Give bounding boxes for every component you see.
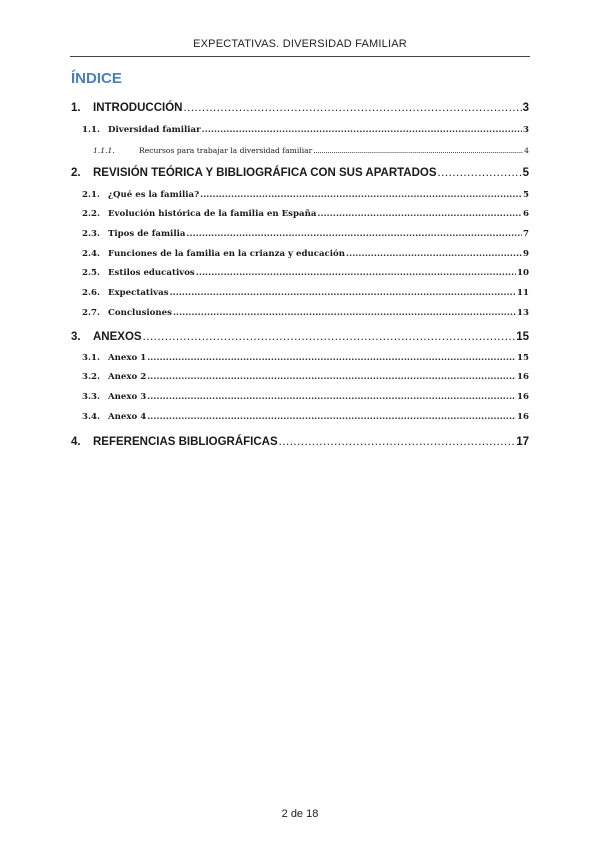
toc-entry-tipos-de-familia[interactable] (71, 229, 529, 239)
toc-entry-number: 1.1.1. (93, 146, 115, 155)
toc-entry-number: 2. (71, 167, 81, 179)
toc-entry-introduccion[interactable] (71, 102, 529, 114)
toc-entry-number: 2.3. (82, 229, 100, 239)
toc-entry-estilos-educativos[interactable] (71, 268, 529, 278)
toc-entry-recursos[interactable] (71, 146, 529, 155)
dot-leader (183, 102, 521, 114)
toc-entry-title: Tipos de familia (108, 229, 186, 239)
dot-leader (196, 268, 516, 278)
toc-entry-que-es-la-familia[interactable] (71, 190, 529, 200)
toc-entry-page: 15 (517, 353, 529, 363)
toc-entry-page: 13 (517, 308, 529, 318)
toc-entry-page: 5 (523, 190, 529, 200)
toc-entry-title: Funciones de la familia en la crianza y educación (108, 249, 346, 259)
dot-leader (147, 372, 516, 382)
toc-entry-title: Anexo 3 (108, 392, 147, 402)
toc-entry-page: 6 (523, 209, 529, 219)
dot-leader (147, 353, 516, 363)
toc-entry-anexo-1[interactable] (71, 353, 529, 363)
toc-entry-funciones-de-la-familia[interactable] (71, 249, 529, 259)
toc-entry-number: 3.3. (82, 392, 100, 402)
toc-entry-page: 4 (524, 146, 529, 155)
toc-entry-page: 10 (517, 268, 529, 278)
toc-entry-page: 3 (523, 125, 529, 135)
toc-entry-title: INTRODUCCIÓN (93, 102, 183, 114)
toc-entry-anexo-2[interactable] (71, 372, 529, 382)
toc-entry-number: 4. (71, 436, 81, 448)
running-header: EXPECTATIVAS. DIVERSIDAD FAMILIAR (193, 38, 407, 50)
toc-entry-page: 11 (517, 288, 529, 298)
toc-entry-conclusiones[interactable] (71, 308, 529, 318)
toc-entry-evolucion-historica[interactable] (71, 209, 529, 219)
toc-entry-title: REFERENCIAS BIBLIOGRÁFICAS (93, 436, 278, 448)
toc-entry-page: 15 (516, 331, 529, 343)
toc-entry-revision-teorica[interactable] (71, 167, 529, 179)
dot-leader (147, 392, 516, 402)
toc-entry-referencias[interactable] (71, 436, 529, 448)
toc-entry-expectativas[interactable] (71, 288, 529, 298)
dot-leader (147, 412, 516, 422)
toc-entry-title: REVISIÓN TEÓRICA Y BIBLIOGRÁFICA CON SUS APARTADOS (93, 167, 437, 179)
dot-leader (186, 229, 522, 239)
toc-entry-number: 3.1. (82, 353, 100, 363)
dot-leader (313, 146, 523, 155)
toc-entry-number: 2.5. (82, 268, 100, 278)
page-number: 2 de 18 (281, 808, 319, 820)
toc-entry-number: 3.2. (82, 372, 100, 382)
dot-leader (170, 288, 516, 298)
dot-leader (438, 167, 522, 179)
toc-heading: ÍNDICE (71, 70, 122, 87)
toc-entry-number: 2.2. (82, 209, 100, 219)
toc-entry-page: 17 (516, 436, 529, 448)
toc-entry-page: 16 (517, 372, 529, 382)
toc-entry-title: Anexo 4 (108, 412, 147, 422)
toc-entry-number: 2.1. (82, 190, 100, 200)
toc-entry-page: 5 (522, 167, 529, 179)
toc-entry-title: Conclusiones (108, 308, 172, 318)
dot-leader (173, 308, 516, 318)
toc-entry-page: 16 (517, 412, 529, 422)
toc-entry-number: 1. (71, 102, 81, 114)
toc-entry-number: 2.6. (82, 288, 100, 298)
toc-entry-anexo-4[interactable] (71, 412, 529, 422)
header-divider (70, 56, 530, 57)
toc-entry-anexos[interactable] (71, 331, 529, 343)
toc-entry-number: 3. (71, 331, 81, 343)
dot-leader (200, 190, 522, 200)
dot-leader (346, 249, 522, 259)
toc-entry-title: ¿Qué es la familia? (108, 190, 200, 200)
toc-entry-title: Anexo 2 (108, 372, 147, 382)
dot-leader (279, 436, 516, 448)
toc-entry-number: 2.4. (82, 249, 100, 259)
dot-leader (202, 125, 522, 135)
toc-entry-title: Estilos educativos (108, 268, 195, 278)
toc-entry-title: Anexo 1 (108, 353, 147, 363)
toc-entry-page: 7 (523, 229, 529, 239)
dot-leader (143, 331, 516, 343)
toc-entry-page: 9 (523, 249, 529, 259)
toc-entry-anexo-3[interactable] (71, 392, 529, 402)
toc-entry-title: Recursos para trabajar la diversidad familiar (139, 146, 313, 155)
dot-leader (317, 209, 522, 219)
toc-entry-title: Diversidad familiar (108, 125, 201, 135)
toc-entry-number: 2.7. (82, 308, 100, 318)
toc-entry-number: 3.4. (82, 412, 100, 422)
toc-entry-title: ANEXOS (93, 331, 142, 343)
toc-entry-page: 16 (517, 392, 529, 402)
toc-entry-title: Expectativas (108, 288, 169, 298)
toc-entry-page: 3 (522, 102, 529, 114)
toc-entry-number: 1.1. (82, 125, 100, 135)
toc-entry-diversidad-familiar[interactable] (71, 125, 529, 135)
toc-entry-title: Evolución histórica de la familia en España (108, 209, 317, 219)
